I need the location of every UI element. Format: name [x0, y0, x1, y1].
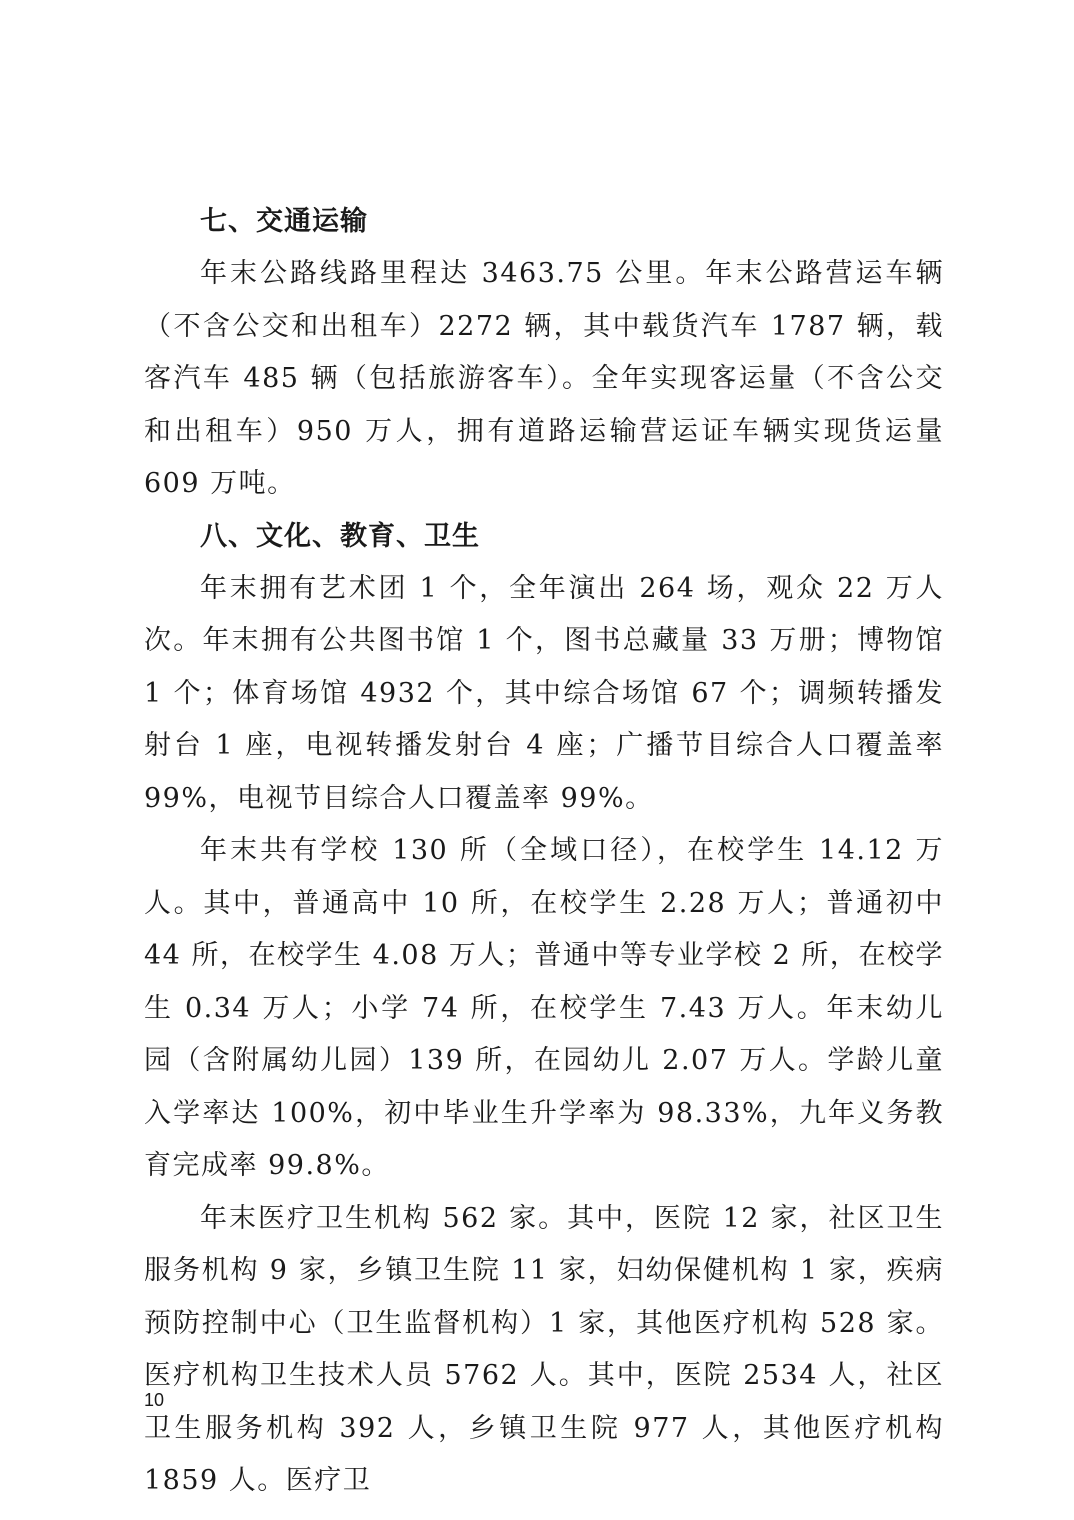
paragraph-education: 年末共有学校 130 所（全域口径），在校学生 14.12 万人。其中，普通高中 10 所，在校学生 2.28 万人；普通初中 44 所，在校学生 4.08 万人；普通中等专业学校 2 所，在校学生 0.34 万人；小学 74 所，在校学生 7.43 万人。年末幼儿园（含附属幼儿园）139 所，在园幼儿 2.07 万人。学龄儿童入学率达 100%，初中毕业生升学率为 98.33%，九年义务教育完成率 99.8%。: [144, 835, 944, 1181]
paragraph-transport: 年末公路线路里程达 3463.75 公里。年末公路营运车辆（不含公交和出租车）2272 辆，其中载货汽车 1787 辆，载客汽车 485 辆（包括旅游客车）。全年实现客运量（不含公交和出租车）950 万人，拥有道路运输营运证车辆实现货运量 609 万吨。: [144, 258, 944, 499]
document-body: [144, 196, 944, 1508]
paragraph-culture: 年末拥有艺术团 1 个，全年演出 264 场，观众 22 万人次。年末拥有公共图书馆 1 个，图书总藏量 33 万册；博物馆 1 个；体育场馆 4932 个，其中综合场馆 67 个；调频转播发射台 1 座，电视转播发射台 4 座；广播节目综合人口覆盖率 99%，电视节目综合人口覆盖率 99%。: [144, 572, 944, 814]
paragraph-health: 年末医疗卫生机构 562 家。其中，医院 12 家，社区卫生服务机构 9 家，乡镇卫生院 11 家，妇幼保健机构 1 家，疾病预防控制中心（卫生监督机构）1 家，其他医疗机构 528 家。医疗机构卫生技术人员 5762 人。其中，医院 2534 人，社区卫生服务机构 392 人，乡镇卫生院 977 人，其他医疗机构 1859 人。医疗卫: [144, 1202, 944, 1496]
section-heading-culture-education-health: 八、文化、教育、卫生: [200, 520, 480, 552]
section-heading-transport: 七、交通运输: [200, 206, 368, 237]
page-number: 10: [144, 1390, 165, 1410]
